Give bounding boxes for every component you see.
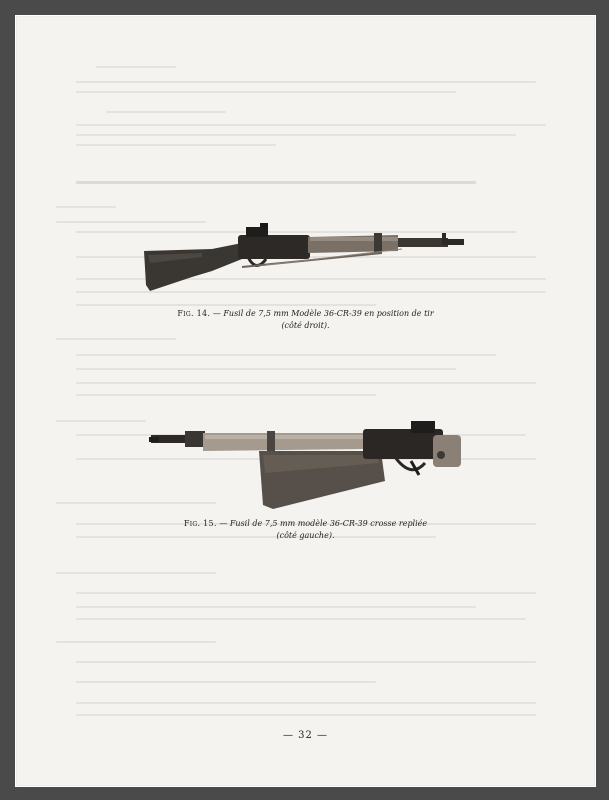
figure-14-caption-sub: (côté droit). — [281, 321, 330, 330]
page-number: — 32 — — [282, 730, 329, 741]
figure-15-caption-sub: (côté gauche). — [276, 531, 335, 540]
figure-14-label: Fig. 14. — [177, 309, 211, 318]
figure-14-caption — [16, 308, 595, 332]
document-page — [15, 15, 596, 787]
rifle-firing-position-image — [142, 219, 466, 296]
figure-15-label: Fig. 15. — [183, 519, 217, 528]
figure-15-caption — [16, 518, 595, 542]
figure-15-dash: — — [219, 519, 228, 528]
rifle-folded-stock-image — [149, 421, 467, 511]
figure-14-caption-text: Fusil de 7,5 mm Modèle 36-CR-39 en position de tir — [223, 309, 434, 318]
figure-15-caption-text: Fusil de 7,5 mm modèle 36-CR-39 crosse repliée — [229, 519, 428, 528]
figure-14-dash: — — [212, 309, 221, 318]
